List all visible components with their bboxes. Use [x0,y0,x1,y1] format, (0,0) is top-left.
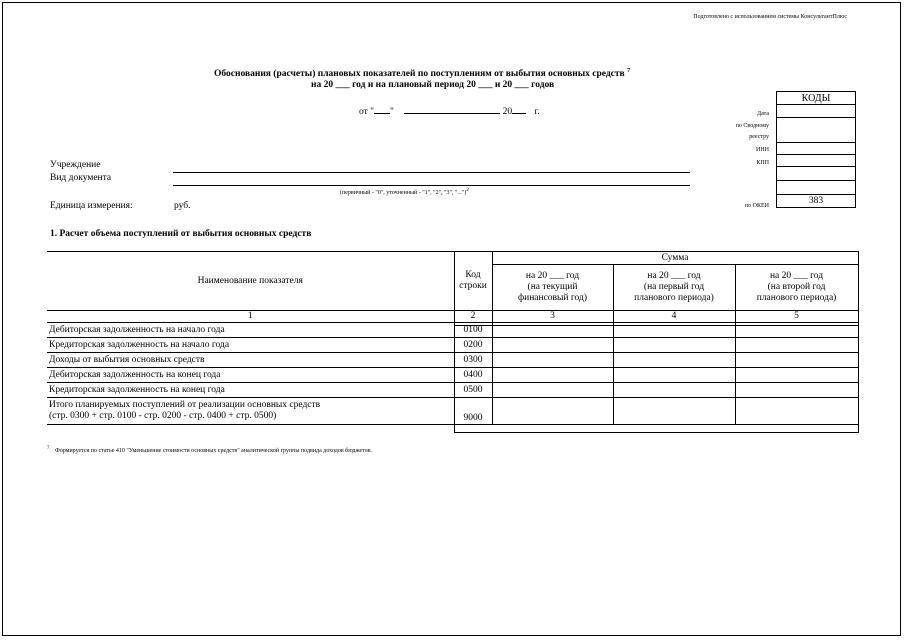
table-row-total [47,398,858,425]
doc-type-hint: (первичный - "0", уточненный - "1", "2", "3", "...")$^2$ [340,188,469,196]
col-header-code: Код строки [454,252,492,311]
codes-label-okei: по ОКЕИ [744,203,769,209]
value-cell[interactable] [735,338,858,353]
value-cell[interactable] [492,323,613,338]
table-row [47,338,858,353]
value-cell[interactable] [735,368,858,383]
col-header-sum: Сумма [492,252,858,265]
codes-blank-cell[interactable] [777,181,856,195]
table-row [47,323,858,338]
row-code: 0300 [454,353,492,368]
row-code: 9000 [454,398,492,425]
value-cell[interactable] [613,368,735,383]
row-name: Дебиторская задолженность на конец года [47,368,454,383]
value-cell[interactable] [735,353,858,368]
codes-label-registry-2: реестру [749,134,769,140]
value-cell[interactable] [613,398,735,425]
value-cell[interactable] [492,398,613,425]
codes-label-date: Дата [757,111,769,117]
date-year-field[interactable] [512,113,526,114]
value-cell[interactable] [613,383,735,398]
row-name-total: Итого планируемых поступлений от реализации основных средств (стр. 0300 + стр. 0100 - стр. 0200 - стр. 0400 + стр. 0500) [47,398,454,425]
value-cell[interactable] [492,368,613,383]
value-cell[interactable] [735,383,858,398]
institution-field[interactable] [173,172,690,173]
codes-inn-cell[interactable] [777,143,856,155]
institution-label: Учреждение [50,160,101,170]
table-row [47,353,858,368]
value-cell[interactable] [735,323,858,338]
codes-header: КОДЫ [777,92,856,105]
value-cell[interactable] [613,353,735,368]
col-header-name: Наименование показателя [47,252,454,311]
table-row [47,368,858,383]
codes-box [776,91,856,208]
date-month-field[interactable] [404,113,500,114]
date-day-field[interactable] [374,113,390,114]
codes-label-registry-1: по Сводному [735,123,769,129]
value-cell[interactable] [735,398,858,425]
value-cell[interactable] [492,353,613,368]
document-title: Обоснования (расчеты) плановых показателей по поступлениям от выбытия основных средств $^7$ [214,68,631,80]
codes-date-cell[interactable] [777,105,856,118]
col-number: 3 [492,311,613,323]
value-cell[interactable] [613,338,735,353]
unit-label: Единица измерения: [50,201,133,211]
row-code: 0100 [454,323,492,338]
col-number: 5 [735,311,858,323]
row-name: Кредиторская задолженность на конец года [47,383,454,398]
table-row [47,383,858,398]
codes-kpp-cell[interactable] [777,155,856,167]
row-name: Доходы от выбытия основных средств [47,353,454,368]
row-name: Дебиторская задолженность на начало года [47,323,454,338]
column-number-row [47,311,858,323]
codes-label-kpp: КПП [756,160,769,166]
footnote: $^7$ Формируется по статье 410 "Уменьшение стоимости основных средств" аналитической группы подвида доходов бюджетов. [47,446,373,454]
col-header-first-plan-year: на 20 ___ год (на первый год планового периода) [613,265,735,311]
doc-type-label: Вид документа [50,173,112,183]
codes-registry-cell[interactable] [777,118,856,143]
row-code: 0400 [454,368,492,383]
value-cell[interactable] [492,383,613,398]
row-code: 0200 [454,338,492,353]
col-header-current-year: на 20 ___ год (на текущий финансовый год) [492,265,613,311]
col-number: 2 [454,311,492,323]
codes-doctype-cell[interactable] [777,167,856,181]
codes-label-inn: ИНН [756,147,769,153]
codes-okei-cell: 383 [777,195,856,208]
date-line: от " " 20 г. [359,107,540,117]
value-cell[interactable] [613,323,735,338]
row-name: Кредиторская задолженность на начало года [47,338,454,353]
title-footnote-mark: 7 [627,68,631,74]
value-cell[interactable] [492,338,613,353]
calculation-table [47,251,859,425]
col-header-second-plan-year: на 20 ___ год (на второй год планового периода) [735,265,858,311]
col-number: 1 [47,311,454,323]
credit-line: Подготовлено с использованием системы КонсультантПлюс [693,14,847,20]
section-title: 1. Расчет объема поступлений от выбытия основных средств [50,229,312,239]
document-subtitle: на 20 ___ год и на плановый период 20 ___ и 20 ___ годов [311,80,555,90]
col-number: 4 [613,311,735,323]
row-code: 0500 [454,383,492,398]
doc-type-field[interactable] [173,185,690,186]
unit-value: руб. [174,201,191,211]
